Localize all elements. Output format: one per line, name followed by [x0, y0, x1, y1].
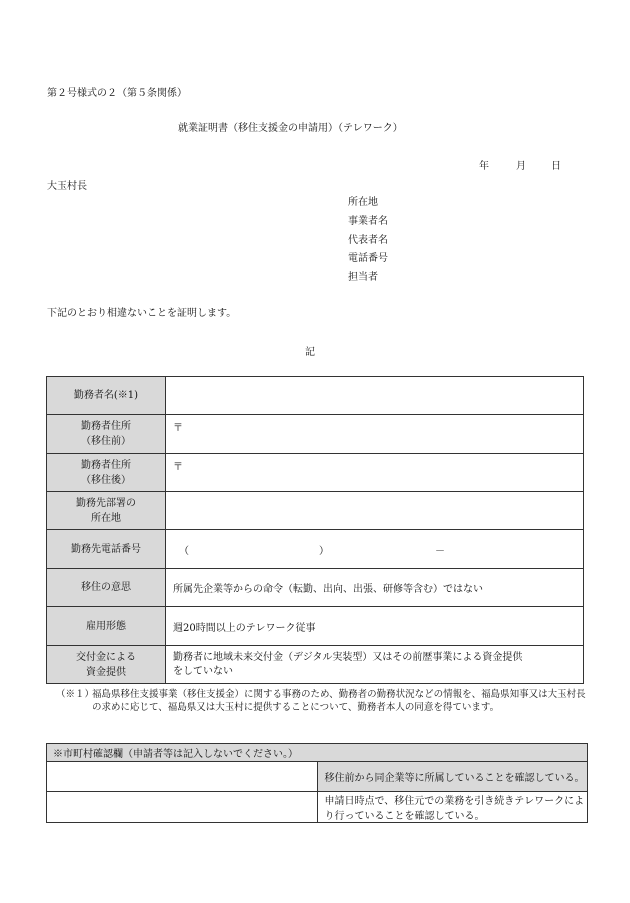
date-month-label: 月 [516, 161, 526, 172]
table-row [47, 607, 584, 646]
employer-field-address: 所在地 [348, 197, 378, 208]
grant-value: 勤務者に地域未来交付金（デジタル実装型）又はその前歴事業による資金提供 をしていない [166, 646, 584, 684]
office-phone-label: 勤務先電話番号 [47, 530, 166, 569]
confirm-checkbox-1[interactable] [47, 762, 318, 792]
employer-field-company: 事業者名 [348, 216, 388, 227]
employee-info-table [46, 376, 584, 684]
certify-statement: 下記のとおり相違ないことを証明します。 [47, 308, 237, 319]
table-row [47, 492, 584, 530]
address-after-label: 勤務者住所 （移住後） [47, 454, 166, 492]
phone-open-paren: （ [179, 546, 189, 557]
table-row [47, 454, 584, 492]
employment-type-label: 雇用形態 [47, 607, 166, 646]
consent-note [56, 688, 586, 714]
table-row [47, 377, 584, 415]
table-row [47, 762, 588, 792]
office-location-label: 勤務先部署の 所在地 [47, 492, 166, 530]
table-row [47, 792, 588, 823]
table-row [47, 530, 584, 569]
table-row [47, 646, 584, 684]
table-row [47, 569, 584, 607]
date-day-label: 日 [551, 161, 561, 172]
addressee: 大玉村長 [47, 181, 87, 192]
confirm-checkbox-2[interactable] [47, 792, 318, 823]
intent-value: 所属先企業等からの命令（転勤、出向、出張、研修等含む）ではない [166, 569, 584, 607]
confirm-text-1: 移住前から同企業等に所属していることを確認している。 [317, 762, 588, 792]
confirm-text-2: 申請日時点で、移住元での業務を引き続きテレワークにより行っていることを確認している。 [317, 792, 588, 823]
document-title: 就業証明書（移住支援金の申請用）（テレワーク） [178, 123, 403, 134]
office-phone-field[interactable] [166, 530, 584, 569]
employer-field-phone: 電話番号 [348, 253, 388, 264]
table-row [47, 744, 588, 762]
intent-label: 移住の意思 [47, 569, 166, 607]
municipal-confirmation-table [46, 743, 588, 823]
address-before-label: 勤務者住所 （移住前） [47, 415, 166, 454]
grant-label: 交付金による 資金提供 [47, 646, 166, 684]
table-row [47, 415, 584, 454]
employer-field-contact: 担当者 [348, 272, 378, 283]
office-location-field[interactable] [166, 492, 584, 530]
confirmation-header: ※市町村確認欄（申請者等は記入しないでください。） [47, 744, 588, 762]
phone-close-paren: ） [319, 546, 329, 557]
phone-dash: － [435, 546, 445, 557]
address-after-field[interactable]: 〒 [166, 454, 584, 492]
address-before-field[interactable]: 〒 [166, 415, 584, 454]
note-text: 福島県移住支援事業（移住支援金）に関する事務のため、勤務者の勤務状況などの情報を、福島県知事又は大玉村長の求めに応じて、福島県又は大玉村に提供することについて、勤務者本人の同意を得ています。 [92, 689, 586, 713]
ki-marker: 記 [305, 347, 315, 358]
name-label: 勤務者名(※1) [47, 377, 166, 415]
name-field[interactable] [166, 377, 584, 415]
date-year-label: 年 [479, 161, 489, 172]
form-number: 第２号様式の２（第５条関係） [47, 88, 187, 99]
note-marker: （※１） [56, 689, 95, 700]
employment-type-value: 週20時間以上のテレワーク従事 [166, 607, 584, 646]
employer-field-representative: 代表者名 [348, 235, 388, 246]
